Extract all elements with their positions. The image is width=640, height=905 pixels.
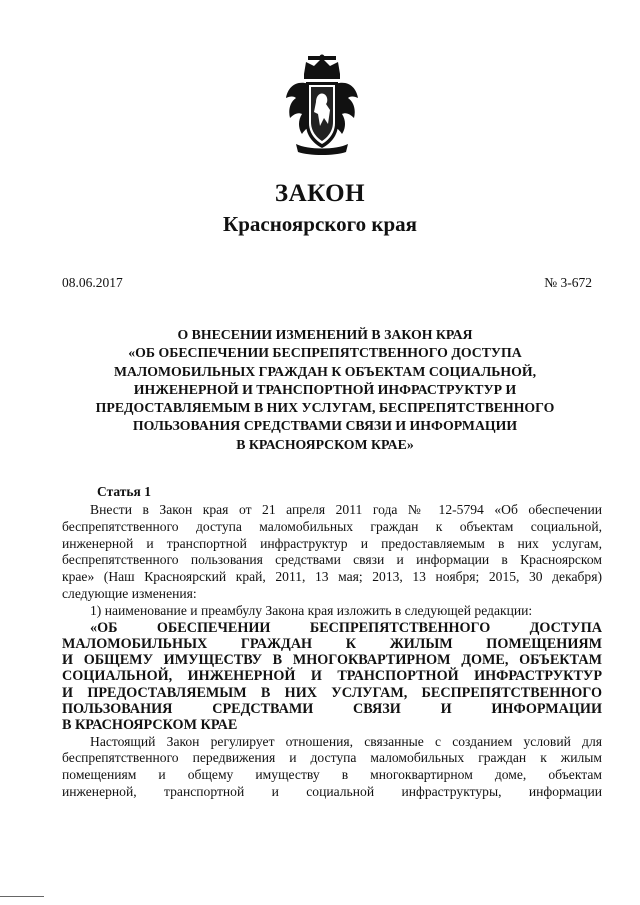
body-line: следующие изменения: xyxy=(62,585,197,601)
bold-line: И ОБЩЕМУ ИМУЩЕСТВУ В МНОГОКВАРТИРНОМ ДОМЕ, ОБЪЕКТАМ xyxy=(62,652,602,669)
subject-line: ИНЖЕНЕРНОЙ И ТРАНСПОРТНОЙ ИНФРАСТРУКТУР И xyxy=(133,381,517,397)
new-title-block xyxy=(62,620,602,734)
subject-line: ПОЛЬЗОВАНИЯ СРЕДСТВАМИ СВЯЗИ И ИНФОРМАЦИИ xyxy=(132,418,518,434)
bold-line: МАЛОМОБИЛЬНЫХ ГРАЖДАН К ЖИЛЫМ ПОМЕЩЕНИЯМ xyxy=(62,635,602,652)
bold-line: ПОЛЬЗОВАНИЯ СРЕДСТВАМИ СВЯЗИ И ИНФОРМАЦИИ xyxy=(62,701,602,718)
body-line: Внести в Закон края от 21 апреля 2011 года № 12-5794 «Об обеспечении xyxy=(90,502,602,517)
document-title: ЗАКОН xyxy=(274,180,366,207)
preamble-line: инженерной, транспортной и социальной инфраструктуры, информации xyxy=(62,784,602,800)
subject-line: «ОБ ОБЕСПЕЧЕНИИ БЕСПРЕПЯТСТВЕННОГО ДОСТУПА xyxy=(128,345,522,361)
article-heading: Статья 1 xyxy=(97,484,151,499)
page-divider xyxy=(0,896,44,897)
body-line: беспрепятственного доступа маломобильных граждан к объектам социальной, xyxy=(62,518,602,534)
document-date: 08.06.2017 xyxy=(62,275,123,290)
subject-line: В КРАСНОЯРСКОМ КРАЕ» xyxy=(236,436,414,452)
document-subtitle: Красноярского края xyxy=(222,212,417,236)
law-subject xyxy=(70,326,580,454)
article-body xyxy=(62,502,602,801)
subject-line: ПРЕДОСТАВЛЯЕМЫМ В НИХ УСЛУГАМ, БЕСПРЕПЯТСТВЕННОГО xyxy=(95,400,555,416)
item-1: 1) наименование и преамбулу Закона края изложить в следующей редакции: xyxy=(90,602,533,618)
bold-line: «ОБ ОБЕСПЕЧЕНИИ БЕСПРЕПЯТСТВЕННОГО ДОСТУПА xyxy=(90,619,602,636)
bold-line: СОЦИАЛЬНОЙ, ИНЖЕНЕРНОЙ И ТРАНСПОРТНОЙ ИНФРАСТРУКТУР xyxy=(62,668,602,685)
subject-line: МАЛОМОБИЛЬНЫХ ГРАЖДАН К ОБЪЕКТАМ СОЦИАЛЬНОЙ, xyxy=(113,363,537,379)
preamble-line: помещениям и общему имуществу в многоквартирном доме, объектам xyxy=(62,767,602,783)
body-line: беспрепятственного пользования средствами связи и информации в Красноярском xyxy=(62,552,602,568)
document-number: № 3-672 xyxy=(544,275,592,290)
preamble-line: Настоящий Закон регулирует отношения, связанные с созданием условий для xyxy=(90,733,602,749)
bold-line: В КРАСНОЯРСКОМ КРАЕ xyxy=(62,717,238,734)
preamble-line: беспрепятственного передвижения и доступа маломобильных граждан к жилым xyxy=(62,750,602,766)
bold-line: И ПРЕДОСТАВЛЯЕМЫМ В НИХ УСЛУГАМ, БЕСПРЕПЯТСТВЕННОГО xyxy=(62,684,602,701)
subject-line: О ВНЕСЕНИИ ИЗМЕНЕНИЙ В ЗАКОН КРАЯ xyxy=(177,327,473,342)
body-line: крае» (Наш Красноярский край, 2011, 13 мая; 2013, 13 ноября; 2015, 30 декабря) xyxy=(62,569,602,585)
body-line: инженерной и транспортной инфраструктур и предоставляемым в них услугам, xyxy=(62,535,602,551)
coat-of-arms-icon xyxy=(284,52,360,158)
